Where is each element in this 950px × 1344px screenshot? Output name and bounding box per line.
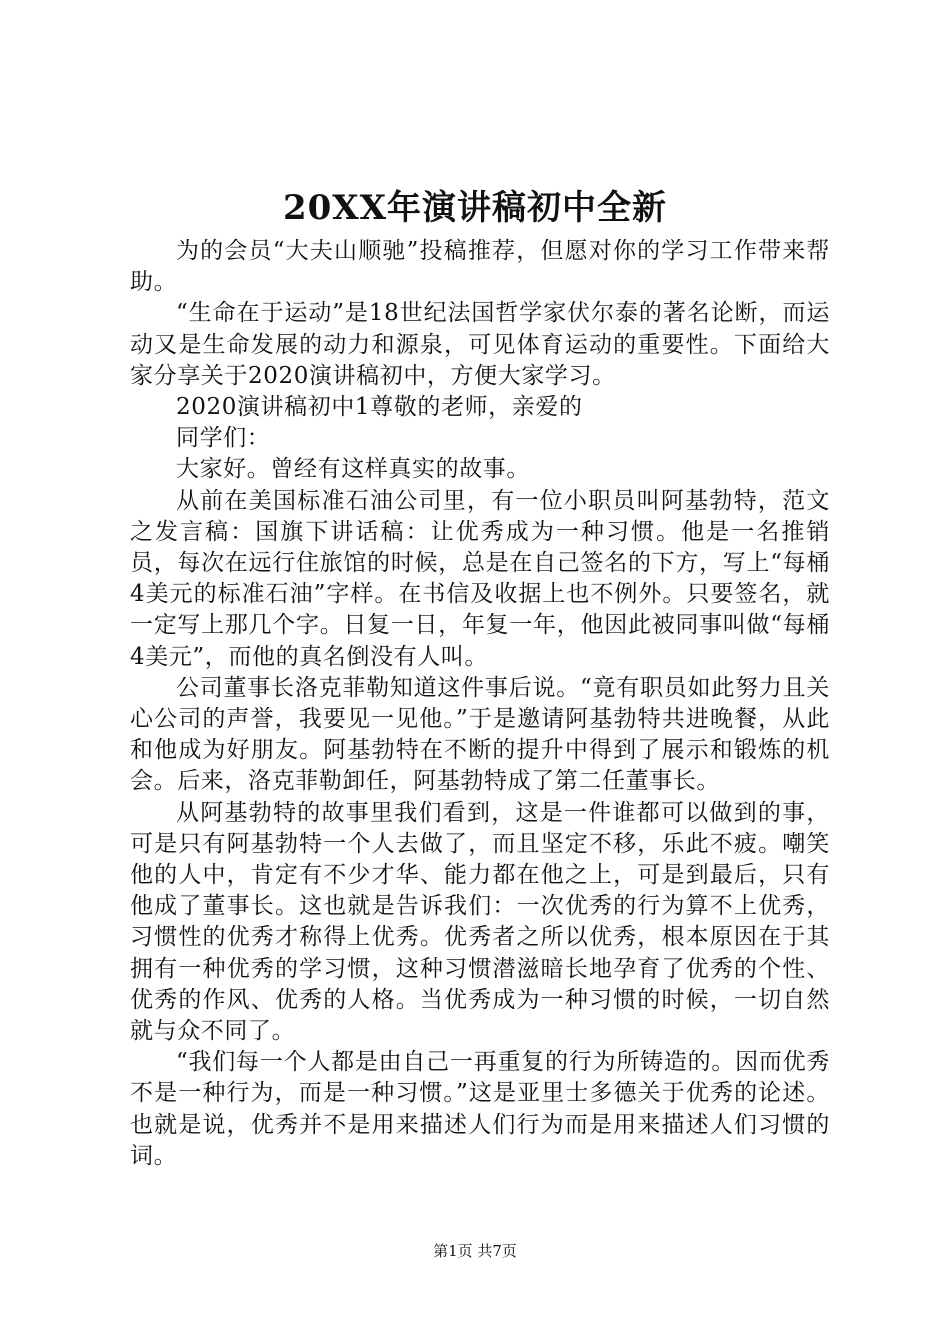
document-body <box>130 236 830 1172</box>
paragraph: 公司董事长洛克菲勒知道这件事后说。“竟有职员如此努力且关心公司的声誉，我要见一见他。”于是邀请阿基勃特共进晚餐，从此和他成为好朋友。阿基勃特在不断的提升中得到了展示和锻炼的机会。后来，洛克菲勒卸任，阿基勃特成了第二任董事长。 <box>130 674 830 795</box>
paragraph: 同学们： <box>176 425 271 452</box>
paragraph: “生命在于运动”是18世纪法国哲学家伏尔泰的著名论断，而运动又是生命发展的动力和源泉，可见体育运动的重要性。下面给大家分享关于2020演讲稿初中，方便大家学习。 <box>130 300 830 389</box>
paragraph: 从阿基勃特的故事里我们看到，这是一件谁都可以做到的事，可是只有阿基勃特一个人去做了，而且坚定不移，乐此不疲。嘲笑他的人中，肯定有不少才华、能力都在他之上，可是到最后，只有他成了董事长。这也就是告诉我们：一次优秀的行为算不上优秀，习惯性的优秀才称得上优秀。优秀者之所以优秀，根本原因在于其拥有一种优秀的学习惯，这种习惯潜滋暗长地孕育了优秀的个性、优秀的作风、优秀的人格。当优秀成为一种习惯的时候，一切自然就与众不同了。 <box>130 799 830 1045</box>
page-footer: 第1页 共7页 <box>433 1242 517 1260</box>
document-title: 20XX年演讲稿初中全新 <box>282 188 668 228</box>
paragraph: 2020演讲稿初中1尊敬的老师，亲爱的 <box>176 394 583 421</box>
paragraph: 从前在美国标准石油公司里，有一位小职员叫阿基勃特，范文之发言稿：国旗下讲话稿：让优秀成为一种习惯。他是一名推销员，每次在远行住旅馆的时候，总是在自己签名的下方，写上“每桶4美元的标准石油”字样。在书信及收据上也不例外。只要签名，就一定写上那几个字。日复一日，年复一年，他因此被同事叫做“每桶4美元”，而他的真名倒没有人叫。 <box>130 487 830 670</box>
paragraph: 大家好。曾经有这样真实的故事。 <box>176 456 530 483</box>
paragraph: “我们每一个人都是由自己一再重复的行为所铸造的。因而优秀不是一种行为，而是一种习惯。”这是亚里士多德关于优秀的论述。也就是说，优秀并不是用来描述人们行为而是用来描述人们习惯的词。 <box>130 1049 830 1169</box>
paragraph: 为的会员“大夫山顺驰”投稿推荐，但愿对你的学习工作带来帮助。 <box>130 238 830 296</box>
